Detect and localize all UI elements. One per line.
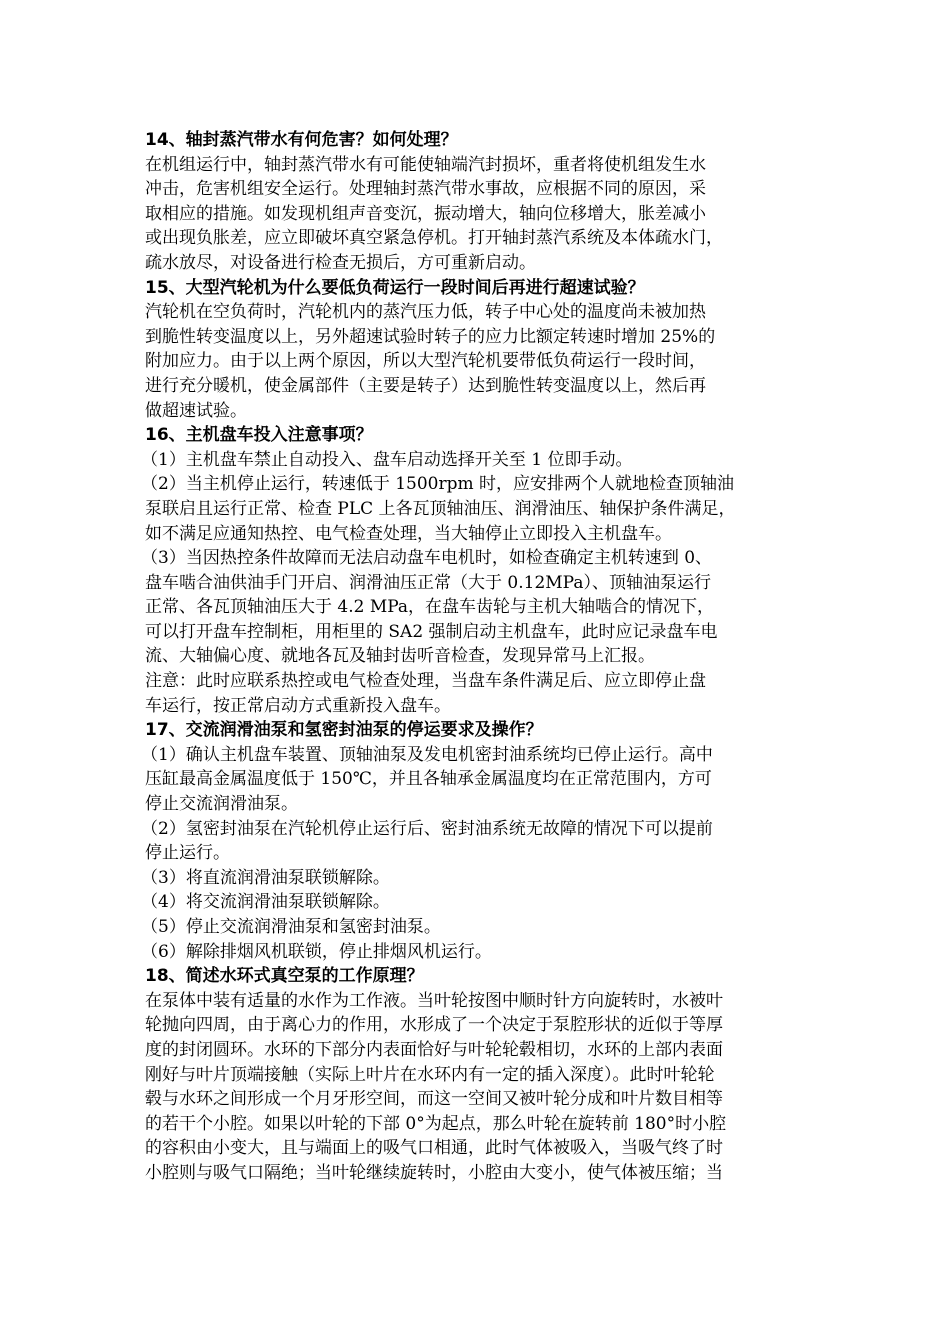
paragraph-line: 流、大轴偏心度、就地各瓦及轴封齿听音检查，发现异常马上汇报。 (145, 646, 655, 667)
paragraph-line: 正常、各瓦顶轴油压大于 4.2 MPa，在盘车齿轮与主机大轴啮合的情况下， (145, 597, 715, 618)
list-item: （5）停止交流润滑油泵和氢密封油泵。 (141, 917, 441, 937)
paragraph-line: 度的封闭圆环。水环的下部分内表面恰好与叶轮轮毂相切，水环的上部内表面 (145, 1039, 723, 1060)
list-item: （2）当主机停止运行，转速低于 1500rpm 时，应安排两个人就地检查顶轴油 (141, 474, 735, 495)
paragraph-line: 轮抛向四周，由于离心力的作用，水形成了一个决定于泵腔形状的近似于等厚 (145, 1015, 723, 1036)
paragraph-line: 附加应力。由于以上两个原因，所以大型汽轮机要带低负荷运行一段时间， (145, 351, 706, 372)
question-heading: 15、大型汽轮机为什么要低负荷运行一段时间后再进行超速试验？ (145, 277, 645, 298)
list-item: （4）将交流润滑油泵联锁解除。 (141, 892, 390, 913)
document-page (141, 128, 817, 1186)
paragraph-line: 或出现负胀差，应立即破坏真空紧急停机。打开轴封蒸汽系统及本体疏水门， (145, 228, 723, 249)
paragraph-line: 泵联启且运行正常、检查 PLC 上各瓦顶轴油压、润滑油压、轴保护条件满足， (145, 498, 736, 519)
paragraph-line: 在机组运行中，轴封蒸汽带水有可能使轴端汽封损坏，重者将使机组发生水 (145, 154, 706, 175)
paragraph-line: 的容积由小变大，且与端面上的吸气口相通，此时气体被吸入，当吸气终了时 (145, 1138, 723, 1159)
list-item: （2）氢密封油泵在汽轮机停止运行后、密封油系统无故障的情况下可以提前 (141, 818, 713, 839)
paragraph-line: 进行充分暖机，使金属部件（主要是转子）达到脆性转变温度以上，然后再 (145, 375, 706, 396)
paragraph-line: 注意：此时应联系热控或电气检查处理，当盘车条件满足后、应立即停止盘 (145, 671, 706, 692)
paragraph-line: 如不满足应通知热控、电气检查处理，当大轴停止立即投入主机盘车。 (145, 523, 672, 544)
paragraph-line: 汽轮机在空负荷时，汽轮机内的蒸汽压力低，转子中心处的温度尚未被加热 (145, 302, 706, 323)
paragraph-line: 可以打开盘车控制柜，用柜里的 SA2 强制启动主机盘车，此时应记录盘车电 (145, 621, 718, 642)
paragraph-line: 刚好与叶片顶端接触（实际上叶片在水环内有一定的插入深度）。此时叶轮轮 (145, 1064, 715, 1085)
paragraph-line: 取相应的措施。如发现机组声音变沉，振动增大，轴向位移增大，胀差减小 (145, 203, 706, 224)
paragraph-line: 的若干个小腔。如果以叶轮的下部 0°为起点，那么叶轮在旋转前 180°时小腔 (145, 1113, 727, 1134)
paragraph-line: 压缸最高金属温度低于 150℃，并且各轴承金属温度均在正常范围内，方可 (145, 769, 712, 790)
paragraph-line: 车运行，按正常启动方式重新投入盘车。 (145, 695, 451, 716)
question-heading: 18、简述水环式真空泵的工作原理？ (145, 966, 424, 987)
paragraph-line: 盘车啮合油供油手门开启、润滑油压正常（大于 0.12MPa）、顶轴油泵运行 (145, 572, 711, 593)
paragraph-line: 在泵体中装有适量的水作为工作液。当叶轮按图中顺时针方向旋转时，水被叶 (145, 990, 723, 1011)
paragraph-line: 到脆性转变温度以上，另外超速试验时转子的应力比额定转速时增加 25%的 (145, 326, 716, 347)
paragraph-line: 毂与水环之间形成一个月牙形空间，而这一空间又被叶轮分成和叶片数目相等 (145, 1089, 723, 1110)
paragraph-line: 疏水放尽，对设备进行检查无损后，方可重新启动。 (145, 252, 536, 273)
paragraph-line: 小腔则与吸气口隔绝；当叶轮继续旋转时，小腔由大变小，使气体被压缩；当 (145, 1162, 723, 1183)
question-heading: 16、主机盘车投入注意事项？ (145, 425, 373, 446)
question-heading: 17、交流润滑油泵和氢密封油泵的停运要求及操作？ (145, 720, 543, 741)
paragraph-line: 停止交流润滑油泵。 (145, 794, 298, 815)
list-item: （6）解除排烟风机联锁，停止排烟风机运行。 (141, 941, 492, 962)
paragraph-line: 停止运行。 (145, 843, 230, 864)
list-item: （3）将直流润滑油泵联锁解除。 (141, 867, 390, 888)
list-item: （3）当因热控条件故障而无法启动盘车电机时，如检查确定主机转速到 0、 (141, 548, 713, 569)
question-heading: 14、轴封蒸汽带水有何危害？如何处理？ (145, 130, 458, 150)
paragraph-line: 冲击，危害机组安全运行。处理轴封蒸汽带水事故，应根据不同的原因，采 (145, 179, 706, 200)
list-item: （1）确认主机盘车装置、顶轴油泵及发电机密封油系统均已停止运行。高中 (141, 744, 713, 765)
paragraph-line: 做超速试验。 (145, 400, 247, 421)
list-item: （1）主机盘车禁止自动投入、盘车启动选择开关至 1 位即手动。 (141, 449, 633, 470)
